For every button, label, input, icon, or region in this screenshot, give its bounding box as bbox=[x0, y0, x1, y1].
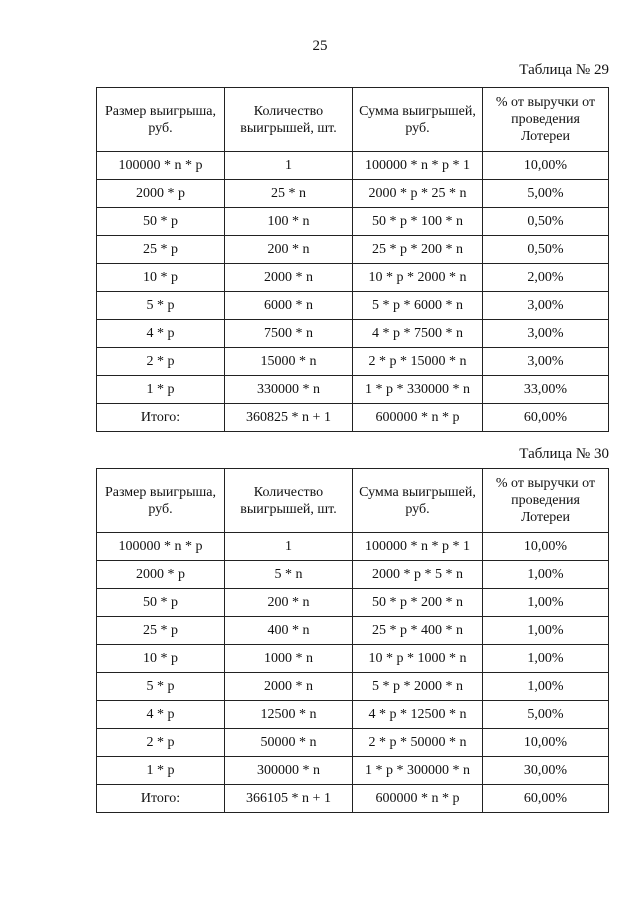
table-caption-30: Таблица № 30 bbox=[519, 446, 609, 462]
cell-prize-count: 50000 * n bbox=[225, 729, 353, 757]
cell-prize-count: 1 bbox=[225, 152, 353, 180]
cell-prize-sum: 1 * p * 330000 * n bbox=[353, 376, 483, 404]
cell-revenue-percent: 1,00% bbox=[483, 645, 609, 673]
table-row bbox=[97, 533, 609, 561]
cell-revenue-percent: 1,00% bbox=[483, 617, 609, 645]
cell-revenue-percent: 30,00% bbox=[483, 757, 609, 785]
cell-revenue-percent: 60,00% bbox=[483, 785, 609, 813]
cell-prize-count: 100 * n bbox=[225, 208, 353, 236]
table-row bbox=[97, 673, 609, 701]
table-row bbox=[97, 376, 609, 404]
cell-prize-count: 15000 * n bbox=[225, 348, 353, 376]
cell-prize-sum: 2000 * p * 5 * n bbox=[353, 561, 483, 589]
prize-table-29 bbox=[96, 87, 609, 432]
cell-revenue-percent: 5,00% bbox=[483, 180, 609, 208]
cell-revenue-percent: 2,00% bbox=[483, 264, 609, 292]
cell-prize-amount: 4 * p bbox=[97, 320, 225, 348]
page-number: 25 bbox=[312, 38, 328, 54]
cell-prize-count: 360825 * n + 1 bbox=[225, 404, 353, 432]
cell-revenue-percent: 10,00% bbox=[483, 152, 609, 180]
cell-prize-count: 200 * n bbox=[225, 589, 353, 617]
column-header-prize-sum: Сумма выигрышей, руб. bbox=[353, 88, 483, 152]
cell-prize-amount: 10 * p bbox=[97, 264, 225, 292]
table-row bbox=[97, 264, 609, 292]
table-row bbox=[97, 348, 609, 376]
cell-prize-amount: 2 * p bbox=[97, 729, 225, 757]
cell-revenue-percent: 1,00% bbox=[483, 561, 609, 589]
cell-prize-sum: 600000 * n * p bbox=[353, 404, 483, 432]
cell-prize-amount: 100000 * n * p bbox=[97, 533, 225, 561]
cell-revenue-percent: 1,00% bbox=[483, 589, 609, 617]
cell-prize-amount: 5 * p bbox=[97, 673, 225, 701]
cell-prize-amount: 10 * p bbox=[97, 645, 225, 673]
cell-prize-sum: 10 * p * 2000 * n bbox=[353, 264, 483, 292]
cell-prize-count: 2000 * n bbox=[225, 264, 353, 292]
cell-prize-amount: 5 * p bbox=[97, 292, 225, 320]
cell-prize-amount: 4 * p bbox=[97, 701, 225, 729]
cell-prize-amount: 1 * p bbox=[97, 757, 225, 785]
cell-revenue-percent: 0,50% bbox=[483, 208, 609, 236]
cell-prize-sum: 10 * p * 1000 * n bbox=[353, 645, 483, 673]
table-row bbox=[97, 292, 609, 320]
cell-prize-amount: Итого: bbox=[97, 404, 225, 432]
table-row bbox=[97, 236, 609, 264]
table-row bbox=[97, 561, 609, 589]
cell-prize-sum: 50 * p * 200 * n bbox=[353, 589, 483, 617]
cell-prize-amount: 2000 * p bbox=[97, 180, 225, 208]
table-header-row bbox=[97, 88, 609, 152]
cell-prize-sum: 5 * p * 2000 * n bbox=[353, 673, 483, 701]
cell-prize-count: 200 * n bbox=[225, 236, 353, 264]
cell-prize-amount: 50 * p bbox=[97, 208, 225, 236]
cell-prize-amount: 50 * p bbox=[97, 589, 225, 617]
cell-prize-amount: 25 * p bbox=[97, 617, 225, 645]
cell-revenue-percent: 0,50% bbox=[483, 236, 609, 264]
table-header-row bbox=[97, 469, 609, 533]
cell-prize-count: 300000 * n bbox=[225, 757, 353, 785]
cell-revenue-percent: 3,00% bbox=[483, 348, 609, 376]
table-caption-29: Таблица № 29 bbox=[519, 62, 609, 78]
cell-prize-sum: 600000 * n * p bbox=[353, 785, 483, 813]
table-row bbox=[97, 617, 609, 645]
table-total-row bbox=[97, 404, 609, 432]
cell-prize-count: 7500 * n bbox=[225, 320, 353, 348]
cell-prize-sum: 4 * p * 12500 * n bbox=[353, 701, 483, 729]
cell-prize-sum: 100000 * n * p * 1 bbox=[353, 533, 483, 561]
cell-prize-sum: 100000 * n * p * 1 bbox=[353, 152, 483, 180]
cell-revenue-percent: 60,00% bbox=[483, 404, 609, 432]
cell-revenue-percent: 10,00% bbox=[483, 533, 609, 561]
cell-prize-sum: 1 * p * 300000 * n bbox=[353, 757, 483, 785]
cell-prize-count: 1 bbox=[225, 533, 353, 561]
cell-prize-amount: 1 * p bbox=[97, 376, 225, 404]
table-row bbox=[97, 729, 609, 757]
cell-prize-count: 12500 * n bbox=[225, 701, 353, 729]
column-header-prize-count: Количество выигрышей, шт. bbox=[225, 88, 353, 152]
table-row bbox=[97, 645, 609, 673]
table-row bbox=[97, 320, 609, 348]
table-row bbox=[97, 701, 609, 729]
cell-prize-amount: 100000 * n * p bbox=[97, 152, 225, 180]
cell-prize-count: 25 * n bbox=[225, 180, 353, 208]
column-header-revenue-percent: % от выручки от проведения Лотереи bbox=[483, 469, 609, 533]
cell-prize-count: 1000 * n bbox=[225, 645, 353, 673]
cell-prize-count: 330000 * n bbox=[225, 376, 353, 404]
column-header-prize-count: Количество выигрышей, шт. bbox=[225, 469, 353, 533]
cell-prize-sum: 50 * p * 100 * n bbox=[353, 208, 483, 236]
cell-prize-sum: 5 * p * 6000 * n bbox=[353, 292, 483, 320]
table-row bbox=[97, 757, 609, 785]
prize-table-30 bbox=[96, 468, 609, 813]
cell-prize-sum: 2 * p * 50000 * n bbox=[353, 729, 483, 757]
table-row bbox=[97, 208, 609, 236]
cell-revenue-percent: 3,00% bbox=[483, 320, 609, 348]
column-header-prize-amount: Размер выигрыша, руб. bbox=[97, 469, 225, 533]
table-row bbox=[97, 589, 609, 617]
table-row bbox=[97, 180, 609, 208]
table-total-row bbox=[97, 785, 609, 813]
cell-prize-sum: 4 * p * 7500 * n bbox=[353, 320, 483, 348]
cell-prize-sum: 25 * p * 400 * n bbox=[353, 617, 483, 645]
cell-prize-sum: 25 * p * 200 * n bbox=[353, 236, 483, 264]
table-row bbox=[97, 152, 609, 180]
cell-prize-amount: 25 * p bbox=[97, 236, 225, 264]
cell-prize-count: 6000 * n bbox=[225, 292, 353, 320]
column-header-prize-sum: Сумма выигрышей, руб. bbox=[353, 469, 483, 533]
cell-prize-amount: 2000 * p bbox=[97, 561, 225, 589]
cell-prize-count: 400 * n bbox=[225, 617, 353, 645]
cell-revenue-percent: 3,00% bbox=[483, 292, 609, 320]
column-header-revenue-percent: % от выручки от проведения Лотереи bbox=[483, 88, 609, 152]
cell-prize-count: 5 * n bbox=[225, 561, 353, 589]
column-header-prize-amount: Размер выигрыша, руб. bbox=[97, 88, 225, 152]
cell-prize-amount: Итого: bbox=[97, 785, 225, 813]
cell-prize-sum: 2 * p * 15000 * n bbox=[353, 348, 483, 376]
cell-revenue-percent: 5,00% bbox=[483, 701, 609, 729]
cell-prize-amount: 2 * p bbox=[97, 348, 225, 376]
cell-revenue-percent: 1,00% bbox=[483, 673, 609, 701]
cell-revenue-percent: 10,00% bbox=[483, 729, 609, 757]
cell-revenue-percent: 33,00% bbox=[483, 376, 609, 404]
cell-prize-sum: 2000 * p * 25 * n bbox=[353, 180, 483, 208]
cell-prize-count: 366105 * n + 1 bbox=[225, 785, 353, 813]
cell-prize-count: 2000 * n bbox=[225, 673, 353, 701]
